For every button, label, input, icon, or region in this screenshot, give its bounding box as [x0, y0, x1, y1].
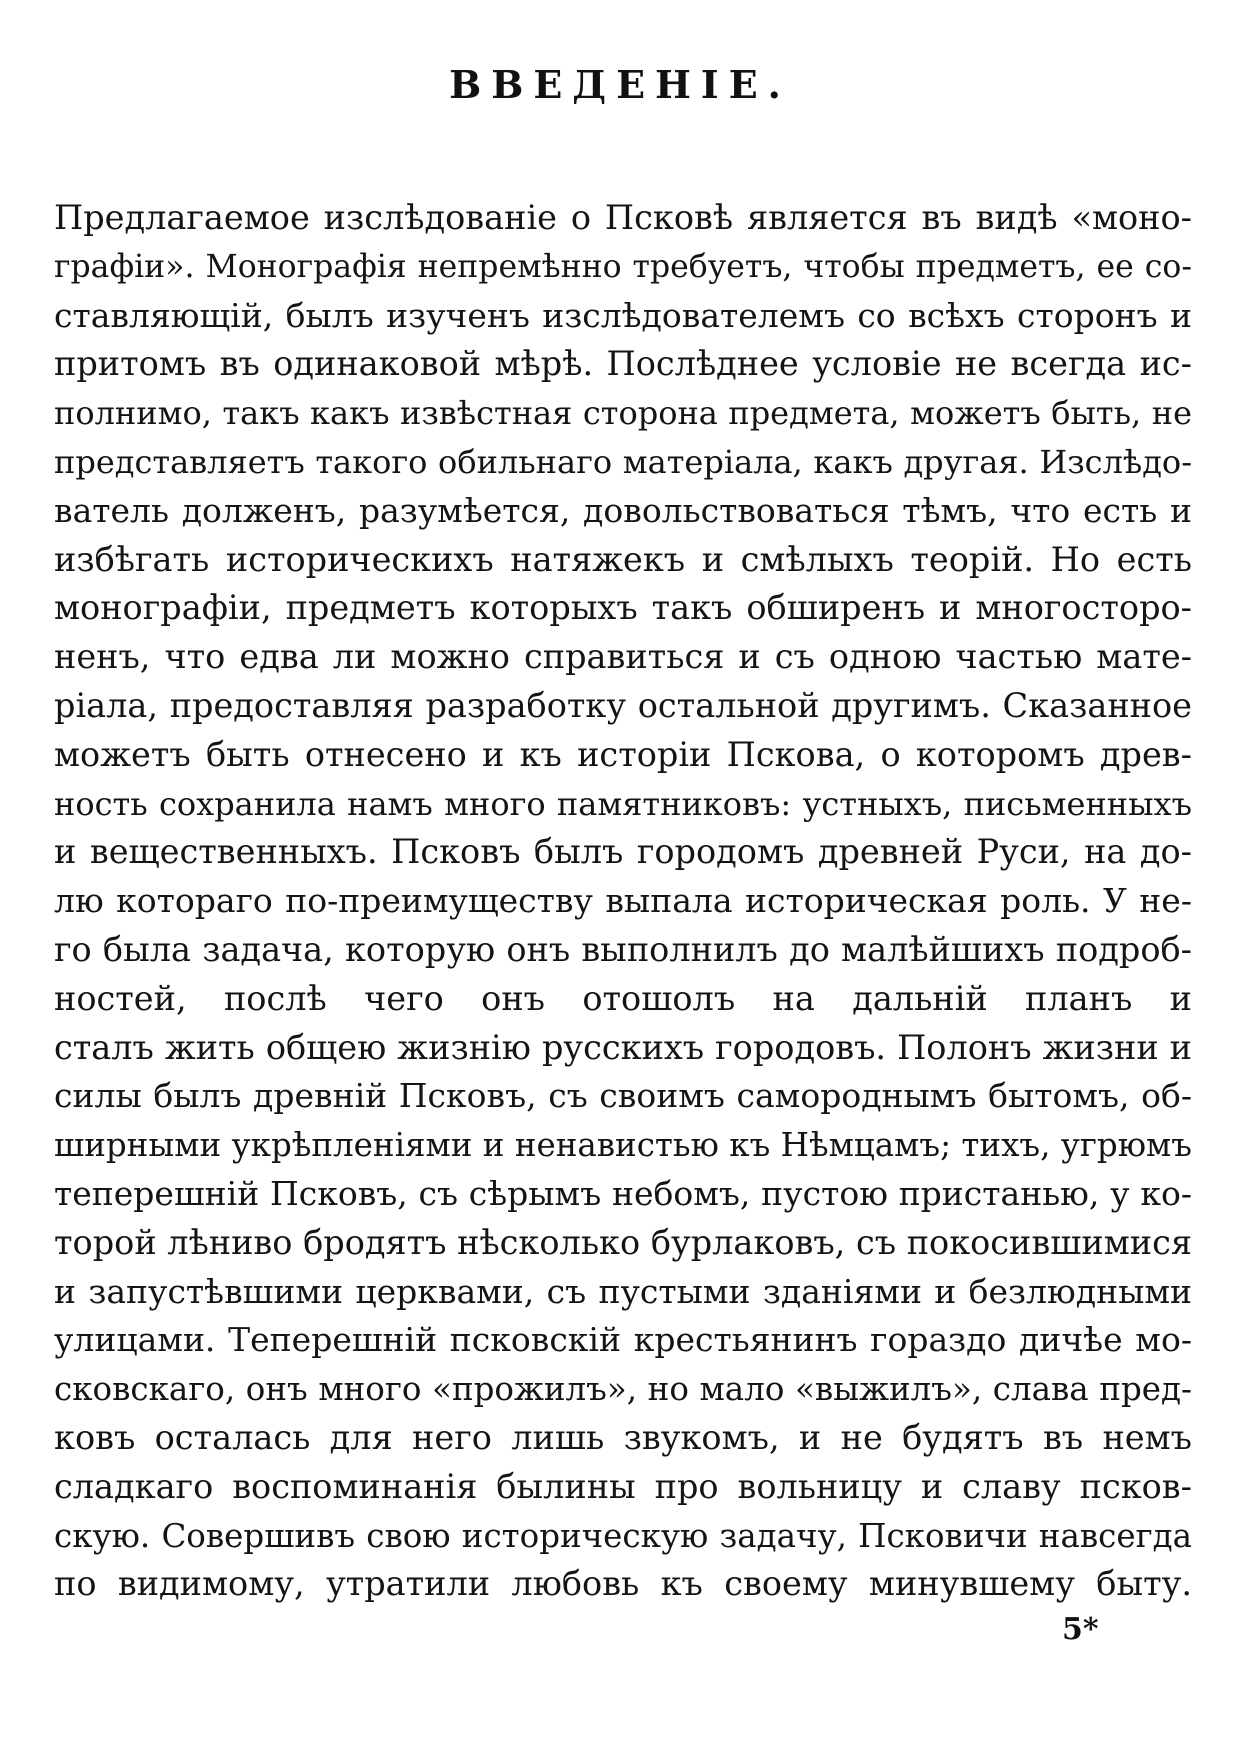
text-line: ность сохранила намъ много памятниковъ: устныхъ, письменныхъ — [54, 784, 1192, 823]
text-line: ширными укрѣпленіями и ненавистью къ Нѣмцамъ; тихъ, угрюмъ — [54, 1126, 1192, 1165]
text-line: и вещественныхъ. Псковъ былъ городомъ древней Руси, на до- — [54, 832, 1192, 872]
text-line: силы былъ древній Псковъ, съ своимъ самороднымъ бытомъ, об- — [54, 1076, 1192, 1116]
text-line: го была задача, которую онъ выполнилъ до малѣйшихъ подроб- — [54, 929, 1192, 969]
text-line: сладкаго воспоминанія былины про вольницу и славу псков- — [54, 1466, 1192, 1506]
text-line: торой лѣниво бродятъ нѣсколько бурлаковъ, съ покосившимися — [54, 1222, 1193, 1262]
text-line: представляетъ такого обильнаго матеріала, какъ другая. Изслѣдо- — [54, 442, 1192, 481]
text-line: полнимо, такъ какъ извѣстная сторона предмета, можетъ быть, не — [54, 394, 1192, 433]
text-line: Предлагаемое изслѣдованіе о Псковѣ является въ видѣ «моно- — [54, 198, 1192, 237]
text-line: ненъ, что едва ли можно справиться и съ одною частью мате- — [54, 637, 1192, 677]
text-line: скую. Совершивъ свою историческую задачу, Псковичи навсегда — [54, 1516, 1192, 1555]
text-line: лю котораго по-преимуществу выпала историческая роль. У не- — [54, 881, 1192, 921]
page-number: 5* — [1062, 1612, 1099, 1647]
text-line: ностей, послѣ чего онъ отошолъ на дальній планъ и — [54, 978, 1192, 1018]
text-line: сковскаго, онъ много «прожилъ», но мало «выжилъ», слава пред- — [54, 1370, 1192, 1409]
body-text — [54, 194, 1192, 1609]
text-line: графіи». Монографія непремѣнно требуетъ, чтобы предметъ, ее со- — [54, 248, 1192, 285]
page-title: ВВЕДЕНІЕ. — [449, 62, 791, 107]
text-line: монографіи, предметъ которыхъ такъ обширенъ и многосторо- — [54, 588, 1192, 628]
text-line: ковъ осталась для него лишь звукомъ, и не будятъ въ немъ — [54, 1417, 1192, 1457]
text-line: избѣгать историческихъ натяжекъ и смѣлыхъ теорій. Но есть — [54, 539, 1192, 579]
text-line: ставляющій, былъ изученъ изслѣдователемъ со всѣхъ сторонъ и — [54, 295, 1192, 335]
text-line: и запустѣвшими церквами, съ пустыми зданіями и безлюдными — [54, 1271, 1192, 1311]
text-line: можетъ быть отнесено и къ исторіи Пскова, о которомъ древ- — [54, 734, 1192, 774]
text-line: притомъ въ одинаковой мѣрѣ. Послѣднее условіе не всегда ис- — [54, 344, 1192, 384]
text-line: сталъ жить общею жизнію русскихъ городовъ. Полонъ жизни и — [54, 1027, 1192, 1067]
text-line: ватель долженъ, разумѣется, довольствоваться тѣмъ, что есть и — [54, 490, 1192, 530]
text-line: улицами. Теперешній псковскій крестьянинъ гораздо дичѣе мо- — [54, 1320, 1192, 1360]
text-line: ріала, предоставляя разработку остальной другимъ. Сказанное — [54, 685, 1192, 725]
text-line: по видимому, утратили любовь къ своему минувшему быту. — [54, 1564, 1192, 1604]
text-line: теперешній Псковъ, съ сѣрымъ небомъ, пустою пристанью, у ко- — [54, 1173, 1192, 1213]
